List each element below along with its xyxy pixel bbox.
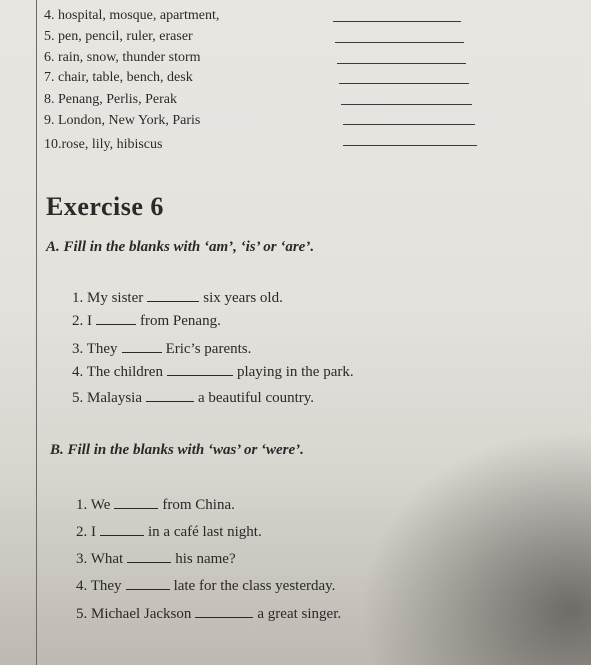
section-a-instruction: A. Fill in the blanks with ‘am’, ‘is’ or ‘are’.	[46, 239, 315, 255]
answer-blank[interactable]	[195, 606, 253, 618]
item-text-after: from China.	[162, 497, 235, 513]
list-item-text: rain, snow, thunder storm	[58, 50, 201, 65]
item-number: 2.	[72, 313, 84, 329]
exercise-item	[72, 390, 314, 407]
hand-shadow	[360, 430, 591, 665]
item-number: 5.	[72, 390, 84, 406]
exercise-item	[76, 524, 262, 541]
item-text-after: a beautiful country.	[197, 390, 315, 406]
item-text-before: What	[90, 551, 124, 567]
item-number: 3.	[72, 341, 84, 357]
item-number: 4.	[72, 364, 84, 380]
item-text-after: in a café last night.	[148, 524, 262, 540]
item-text-after: Eric’s parents.	[165, 341, 252, 357]
item-text-before: They	[86, 341, 118, 357]
answer-blank[interactable]	[96, 313, 136, 325]
list-item	[44, 137, 162, 153]
list-item	[44, 50, 201, 66]
section-b-instruction: B. Fill in the blanks with ‘was’ or ‘were’.	[50, 442, 304, 458]
list-item-number: 9.	[44, 113, 55, 128]
answer-line	[335, 42, 464, 43]
item-text-before: Michael Jackson	[91, 606, 192, 622]
exercise-item	[76, 497, 235, 514]
list-item	[44, 8, 219, 24]
answer-line	[343, 124, 475, 125]
list-item-text: pen, pencil, ruler, eraser	[58, 29, 193, 44]
list-item-text: Penang, Perlis, Perak	[58, 92, 177, 107]
answer-line	[333, 21, 461, 22]
exercise-item	[76, 551, 236, 568]
exercise-item	[72, 341, 251, 358]
item-text-after: six years old.	[203, 290, 283, 306]
list-item-text: rose, lily, hibiscus	[61, 137, 163, 152]
list-item-number: 8.	[44, 92, 55, 107]
list-item	[44, 113, 200, 129]
list-item-text: London, New York, Paris	[58, 113, 201, 128]
answer-line	[341, 104, 472, 105]
item-number: 5.	[76, 606, 88, 622]
exercise-item	[76, 578, 335, 595]
list-item-text: chair, table, bench, desk	[58, 70, 193, 85]
exercise-item	[72, 364, 354, 381]
answer-blank[interactable]	[114, 497, 158, 509]
item-text-before: The children	[86, 364, 163, 380]
margin-line	[36, 0, 37, 665]
item-number: 2.	[76, 524, 88, 540]
answer-line	[337, 63, 466, 64]
answer-blank[interactable]	[126, 578, 170, 590]
exercise-title: Exercise 6	[46, 192, 164, 221]
item-text-before: I	[87, 313, 92, 329]
exercise-item	[76, 606, 341, 623]
item-number: 3.	[76, 551, 88, 567]
answer-blank[interactable]	[127, 551, 171, 563]
answer-blank[interactable]	[167, 364, 233, 376]
item-text-before: They	[90, 578, 122, 594]
list-item	[44, 29, 193, 45]
list-item-number: 7.	[44, 70, 55, 85]
answer-blank[interactable]	[147, 290, 199, 302]
item-text-after: a great singer.	[257, 606, 342, 622]
list-item-text: hospital, mosque, apartment,	[58, 8, 220, 23]
item-text-before: My sister	[87, 290, 144, 306]
exercise-item	[72, 290, 283, 307]
item-text-after: playing in the park.	[236, 364, 354, 380]
list-item-number: 6.	[44, 50, 55, 65]
list-item	[44, 92, 177, 108]
answer-blank[interactable]	[122, 341, 162, 353]
item-number: 1.	[72, 290, 84, 306]
exercise-item	[72, 313, 221, 330]
item-number: 1.	[76, 497, 88, 513]
item-text-before: I	[91, 524, 96, 540]
item-number: 4.	[76, 578, 88, 594]
item-text-after: his name?	[175, 551, 236, 567]
list-item-number: 4.	[44, 8, 55, 23]
item-text-after: late for the class yesterday.	[173, 578, 336, 594]
item-text-after: from Penang.	[140, 313, 221, 329]
list-item-number: 5.	[44, 29, 55, 44]
answer-blank[interactable]	[146, 390, 194, 402]
answer-line	[343, 145, 477, 146]
list-item-number: 10.	[44, 137, 62, 152]
item-text-before: We	[90, 497, 111, 513]
answer-line	[339, 83, 469, 84]
answer-blank[interactable]	[100, 524, 144, 536]
list-item	[44, 70, 193, 86]
item-text-before: Malaysia	[87, 390, 142, 406]
